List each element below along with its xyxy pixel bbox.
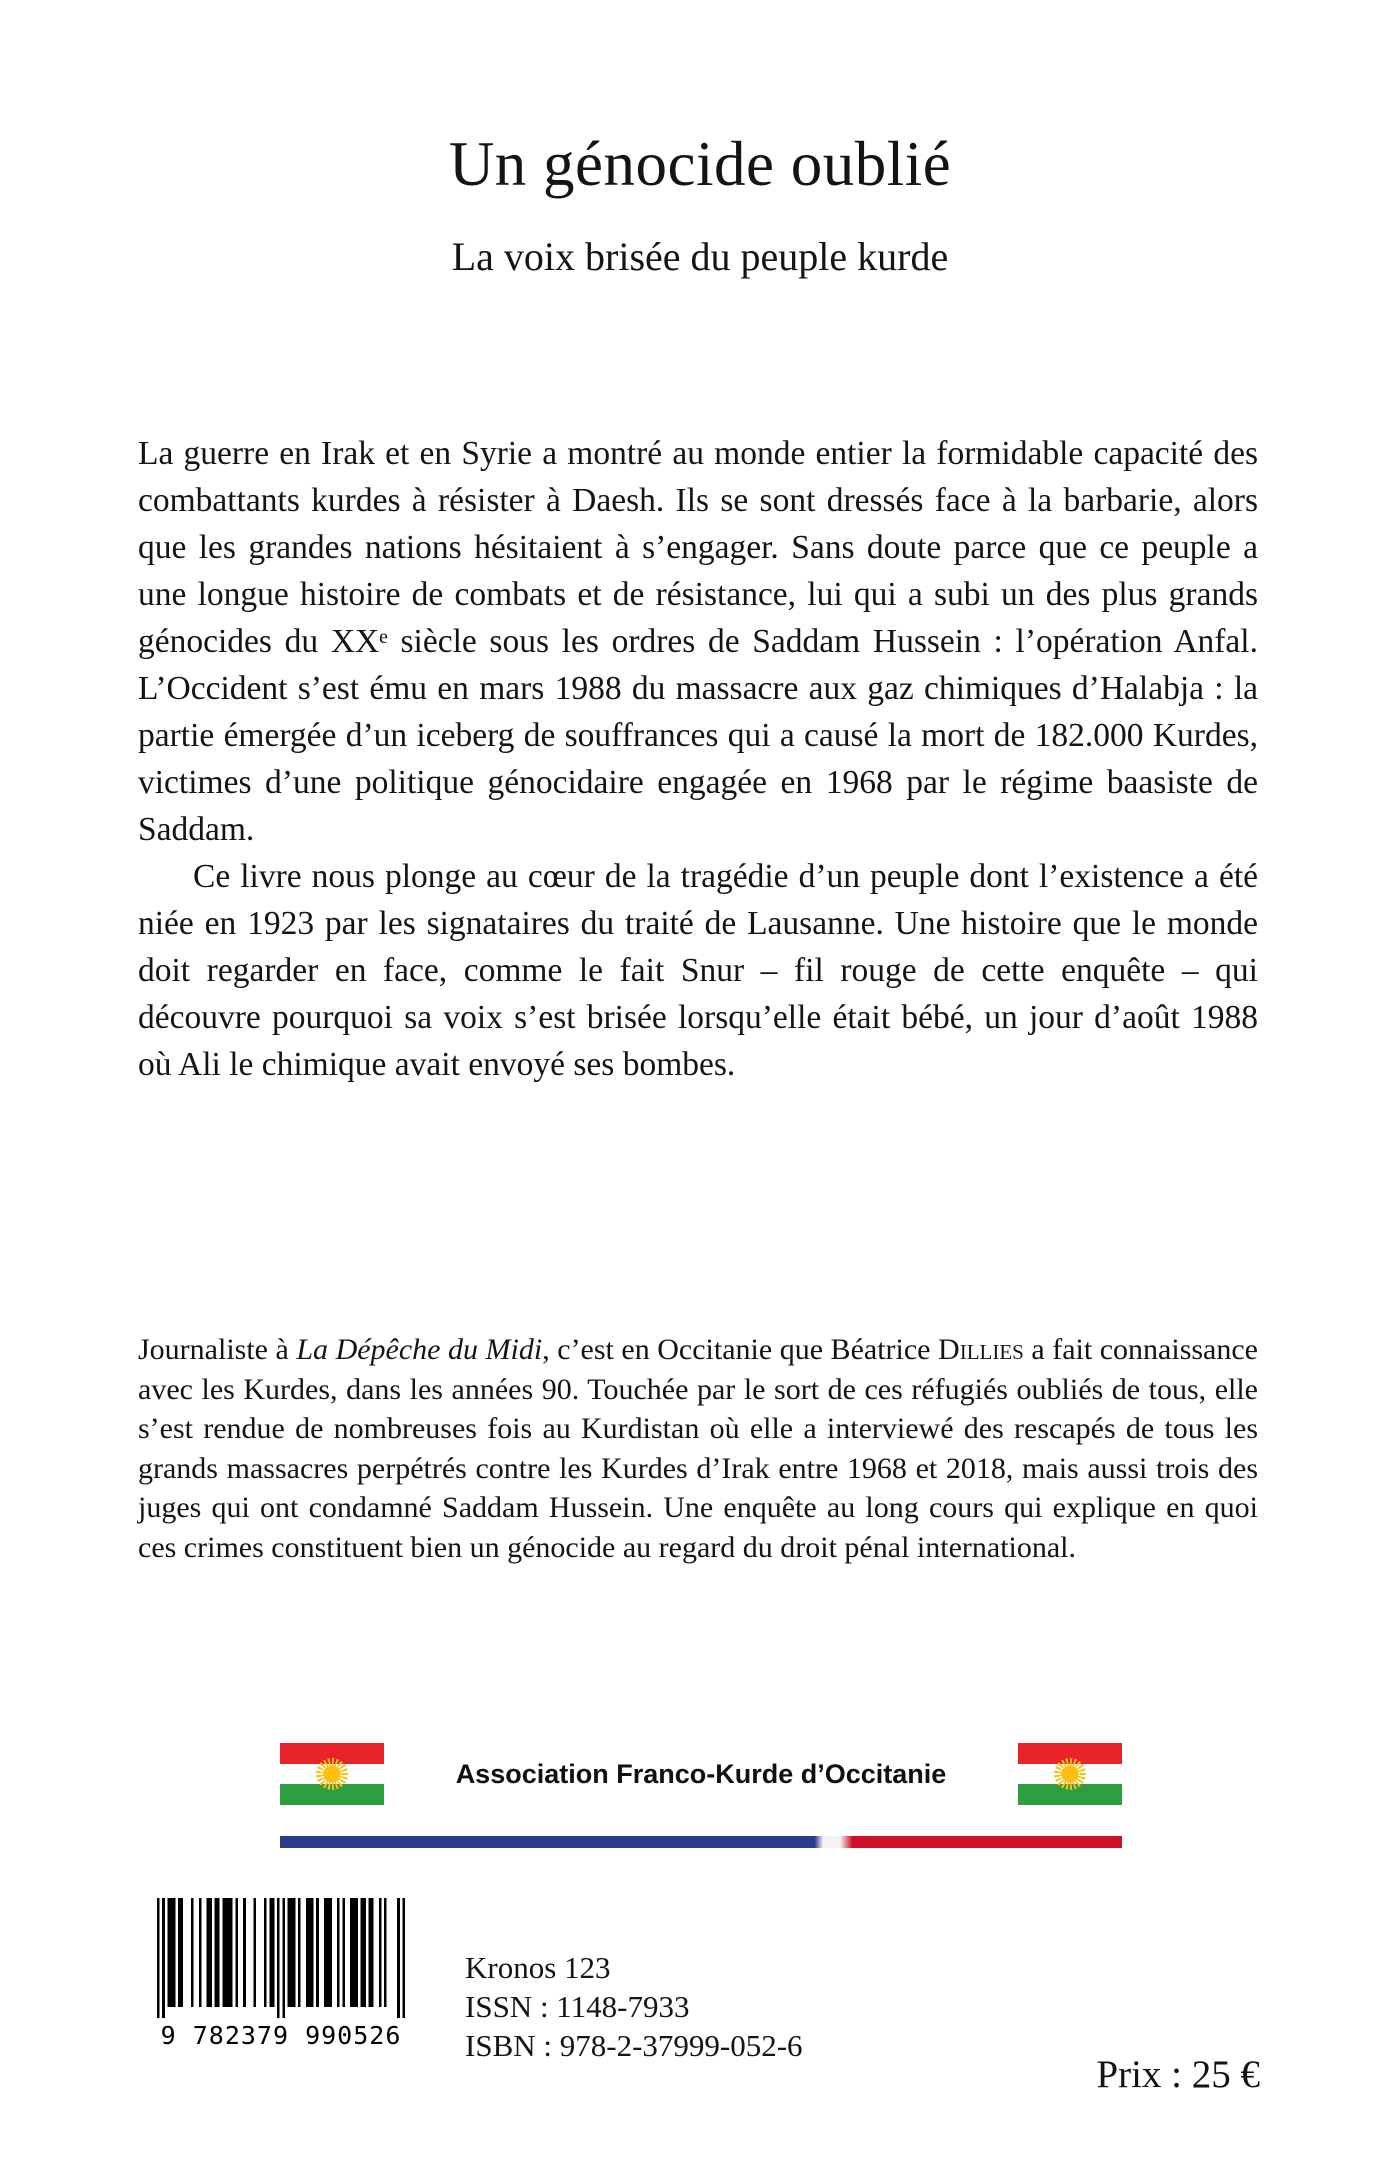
bio-author-surname: Dillies: [938, 1333, 1024, 1366]
barcode-number: 9 782379 990526: [160, 2021, 402, 2050]
barcode: [157, 1898, 405, 2050]
synopsis: [138, 430, 1258, 1088]
issn: ISSN : 1148-7933: [465, 1989, 690, 2024]
kurdistan-flag-left-icon: [280, 1743, 384, 1805]
association-name: Association Franco-Kurde d’Occitanie: [455, 1758, 947, 1789]
barcode-bars-icon: [157, 1898, 405, 2018]
synopsis-paragraph-1: La guerre en Irak et en Syrie a montré au monde entier la formidable capacité des combattants kurdes à résister à Daesh. Ils se sont dressés face à la barbarie, alors que les grandes nations hésitaient à s’engager. Sans doute parce que ce peuple a une longue histoire de combats et de résistance, lui qui a subi un des plus grands génocides du XXᵉ siècle sous les ordres de Saddam Hussein : l’opération Anfal. L’Occident s’est ému en mars 1988 du massacre aux gaz chimiques d’Halabja : la partie émergée d’un iceberg de souffrances qui a causé la mort de 182.000 Kurdes, victimes d’une politique génocidaire engagée en 1968 par le régime baasiste de Saddam.: [138, 435, 1258, 848]
bio-mid-text: , c’est en Occitanie que Béatrice: [542, 1333, 939, 1366]
isbn: ISBN : 978-2-37999-052-6: [465, 2028, 803, 2063]
sun-icon: [1054, 1758, 1086, 1790]
association-banner: [280, 1743, 1122, 1805]
imprint-block: [465, 1948, 803, 2065]
kurdistan-flag-right-icon: [1018, 1743, 1122, 1805]
collection-name: Kronos 123: [465, 1950, 611, 1985]
book-title: Un génocide oublié: [448, 129, 952, 199]
bio-journal-name: La Dépêche du Midi: [296, 1333, 543, 1366]
book-subtitle: La voix brisée du peuple kurde: [451, 234, 949, 279]
synopsis-paragraph-2: Ce livre nous plonge au cœur de la tragédie d’un peuple dont l’existence a été niée en 1923 par les signataires du traité de Lausanne. Une histoire que le monde doit regarder en face, comme le fait Snur – fil rouge de cette enquête – qui découvre pourquoi sa voix s’est brisée lorsqu’elle était bébé, un jour d’août 1988 où Ali le chimique avait envoyé ses bombes.: [138, 858, 1258, 1083]
price: Prix : 25 €: [1096, 2053, 1260, 2096]
sun-icon: [316, 1758, 348, 1790]
bio-lead-text: Journaliste à: [138, 1333, 297, 1366]
author-bio: [138, 1330, 1258, 1567]
french-tricolor-bar: [280, 1836, 1122, 1848]
bio-rest-text: a fait connaissance avec les Kurdes, dans les années 90. Touchée par le sort de ces réfugiés oubliés de tous, elle s’est rendue de nombreuses fois au Kurdistan où elle a interviewé des rescapés de tous les grands massacres perpétrés contre les Kurdes d’Irak entre 1968 et 2018, mais aussi trois des juges qui ont condamné Saddam Hussein. Une enquête au long cours qui explique en quoi ces crimes constituent bien un génocide au regard du droit pénal international.: [138, 1333, 1258, 1564]
